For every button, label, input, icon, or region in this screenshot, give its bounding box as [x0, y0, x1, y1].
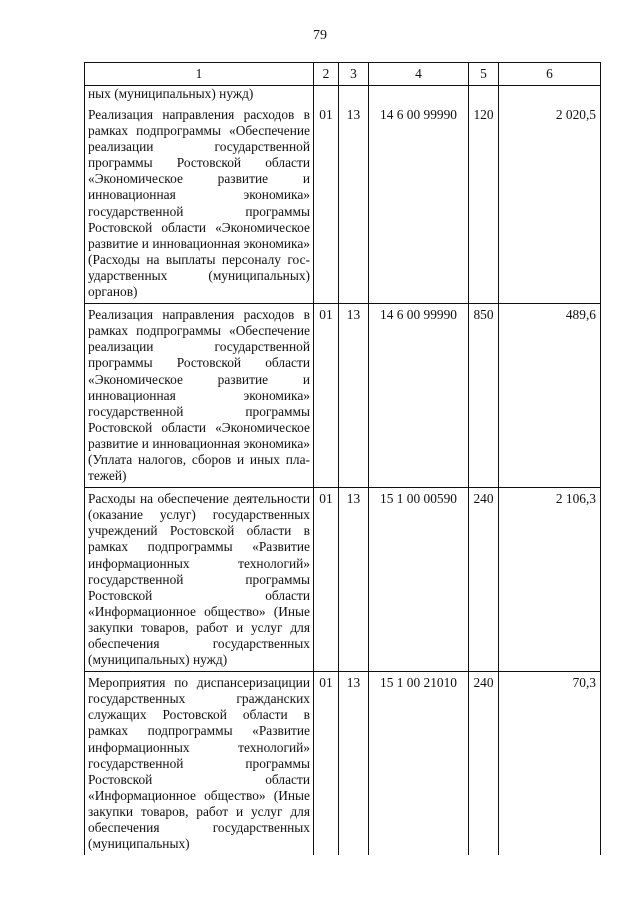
subsection-code: 13: [339, 304, 369, 488]
amount-value: 2 020,5: [499, 104, 601, 304]
table-header: [85, 63, 601, 86]
subsection-code: 13: [339, 672, 369, 856]
target-article-code: 14 6 00 99990: [369, 304, 469, 488]
table-row: [85, 488, 601, 672]
subsection-code: 13: [339, 104, 369, 304]
table-row: [85, 304, 601, 488]
budget-table: [84, 62, 601, 855]
target-article-code: 15 1 00 00590: [369, 488, 469, 672]
column-number-header: 1: [85, 63, 314, 86]
target-article-code: 14 6 00 99990: [369, 104, 469, 304]
row-description: ных (муниципальных) нужд): [85, 86, 314, 105]
page-number: 79: [313, 28, 327, 43]
row-description: Реализация направления расходов в рамках подпрограммы «Обеспечение реализации государственной программы Ростовской области «Экономическое развитие и инновационная экономика» государственной программы Ростовской области «Экономическое развитие и инновационная экономика» (Уплата налогов, сборов и иных платежей): [85, 304, 314, 488]
section-code: 01: [314, 488, 339, 672]
column-number-header: 4: [369, 63, 469, 86]
section-code: 01: [314, 304, 339, 488]
column-number-header: 5: [469, 63, 499, 86]
continuation-row: [85, 86, 601, 105]
amount-value: 489,6: [499, 304, 601, 488]
expense-type-code: 120: [469, 104, 499, 304]
target-article-code: 15 1 00 21010: [369, 672, 469, 856]
section-code: 01: [314, 104, 339, 304]
table-row: [85, 672, 601, 856]
column-number-header: 6: [499, 63, 601, 86]
amount-value: 70,3: [499, 672, 601, 856]
row-description: Реализация направления расходов в рамках подпрограммы «Обеспечение реализации государственной программы Ростовской области «Экономическое развитие и инновационная экономика» государственной программы Ростовской области «Экономическое развитие и инновационная экономика» (Расходы на выплаты персоналу государственных (муниципальных) органов): [85, 104, 314, 304]
section-code: 01: [314, 672, 339, 856]
table-row: [85, 104, 601, 304]
expense-type-code: 850: [469, 304, 499, 488]
subsection-code: 13: [339, 488, 369, 672]
expense-type-code: 240: [469, 672, 499, 856]
row-description: Расходы на обеспечение деятельности (оказание услуг) государственных учреждений Ростовской области в рамках подпрограммы «Развитие информационных технологий» государственной программы Ростовской области «Информационное общество» (Иные закупки товаров, работ и услуг для обеспечения государственных (муниципальных) нужд): [85, 488, 314, 672]
column-number-header: 2: [314, 63, 339, 86]
expense-type-code: 240: [469, 488, 499, 672]
column-number-header: 3: [339, 63, 369, 86]
row-description: Мероприятия по диспансеризациции государственных гражданских служащих Ростовской области в рамках подпрограммы «Развитие информационных технологий» государственной программы Ростовской области «Информационное общество» (Иные закупки товаров, работ и услуг для обеспечения государственных (муниципальных): [85, 672, 314, 856]
amount-value: 2 106,3: [499, 488, 601, 672]
